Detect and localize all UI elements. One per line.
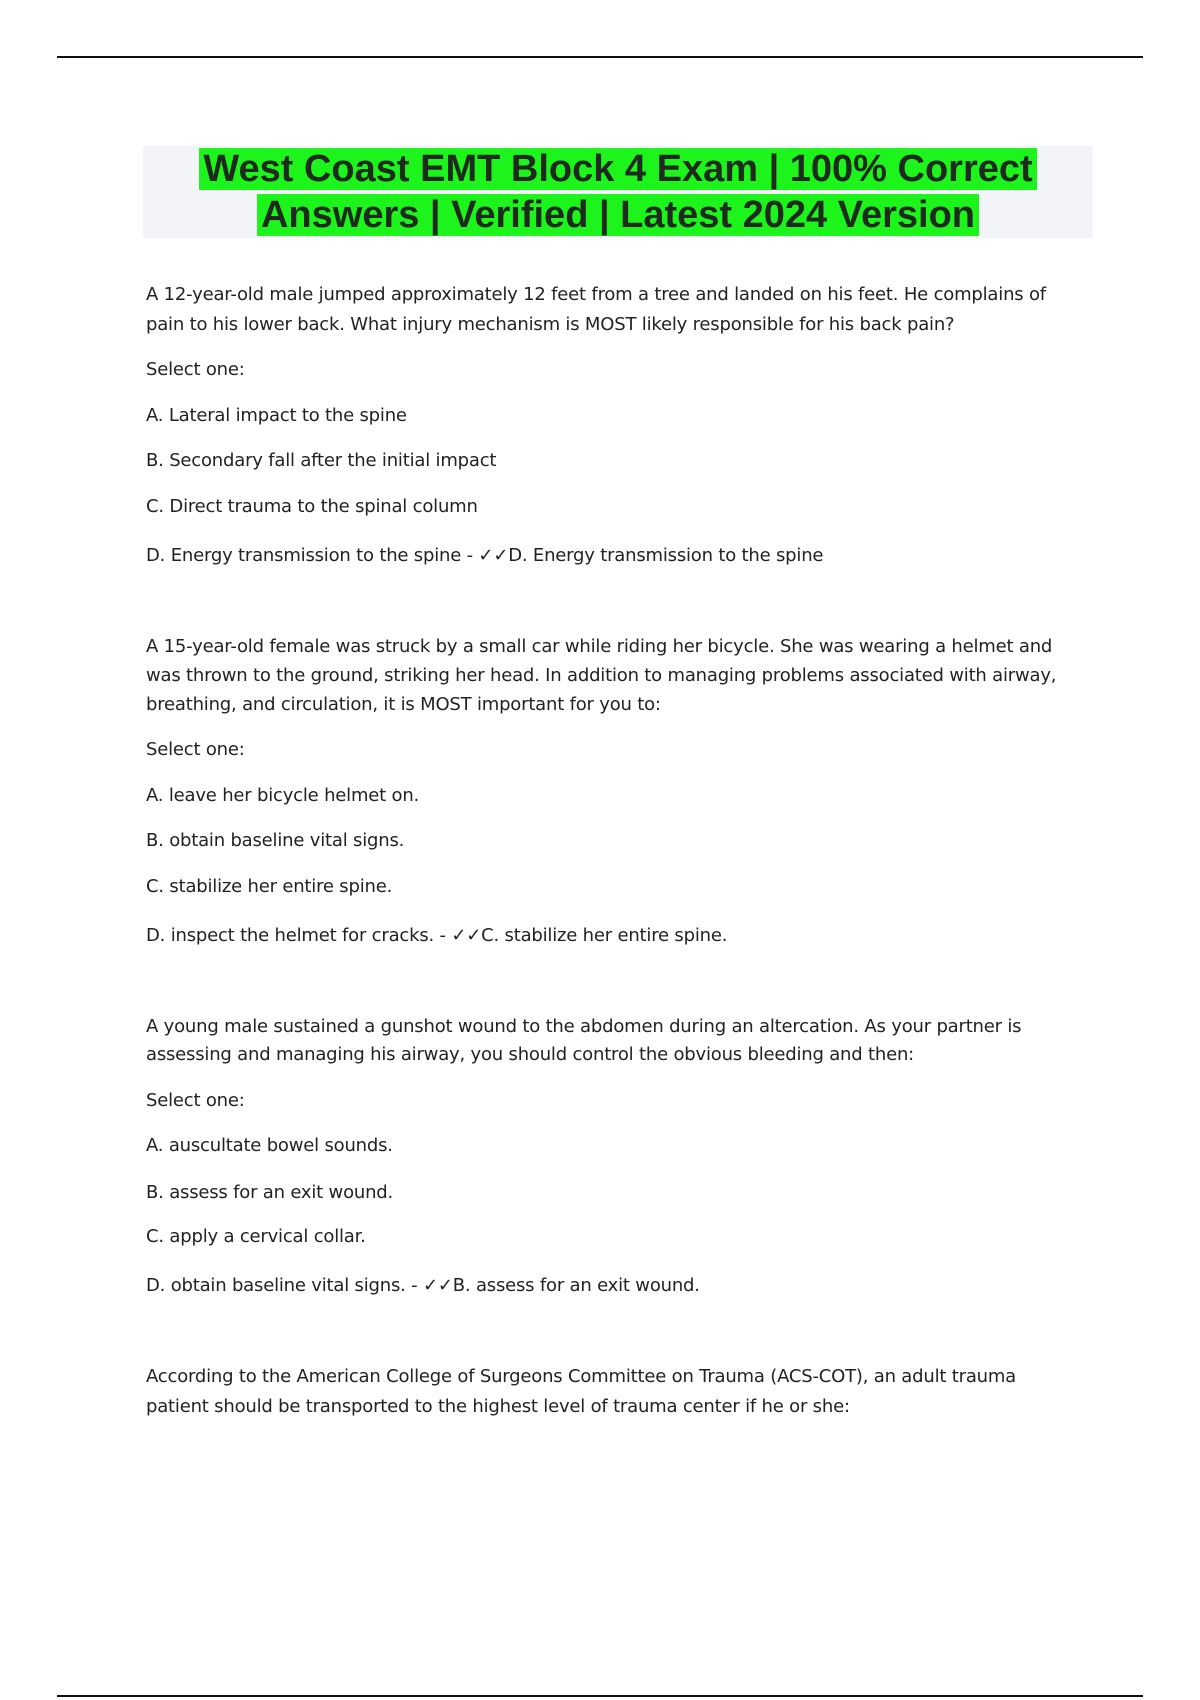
option-d-answer: D. inspect the helmet for cracks. - ✓✓C. stabilize her entire spine. [146,925,728,946]
option-a: A. Lateral impact to the spine [146,405,407,426]
question-stem-line: was thrown to the ground, striking her head. In addition to managing problems associated with airway, [146,665,1057,686]
option-b: B. assess for an exit wound. [146,1182,394,1203]
title-line-1: West Coast EMT Block 4 Exam | 100% Correct [199,148,1036,190]
question-stem-line: pain to his lower back. What injury mechanism is MOST likely responsible for his back pain? [146,314,955,335]
document-title [143,146,1093,238]
question-stem-line: A young male sustained a gunshot wound to the abdomen during an altercation. As your partner is [146,1016,1022,1037]
question-stem-line: According to the American College of Surgeons Committee on Trauma (ACS-COT), an adult trauma [146,1366,1017,1387]
option-a: A. leave her bicycle helmet on. [146,785,420,806]
option-a: A. auscultate bowel sounds. [146,1135,393,1156]
option-d-answer: D. Energy transmission to the spine - ✓✓D. Energy transmission to the spine [146,545,824,566]
option-c: C. Direct trauma to the spinal column [146,496,478,517]
question-stem-line: A 15-year-old female was struck by a small car while riding her bicycle. She was wearing a helmet and [146,636,1053,657]
option-b: B. obtain baseline vital signs. [146,830,405,851]
option-c: C. apply a cervical collar. [146,1226,366,1247]
footer-rule [57,1695,1143,1697]
select-one-label: Select one: [146,739,245,760]
option-b: B. Secondary fall after the initial impact [146,450,497,471]
question-stem-line: breathing, and circulation, it is MOST important for you to: [146,694,661,715]
option-d-answer: D. obtain baseline vital signs. - ✓✓B. assess for an exit wound. [146,1275,700,1296]
header-rule [57,56,1143,58]
question-stem-line: assessing and managing his airway, you should control the obvious bleeding and then: [146,1044,915,1065]
question-stem-line: patient should be transported to the highest level of trauma center if he or she: [146,1396,850,1417]
select-one-label: Select one: [146,1090,245,1111]
option-c: C. stabilize her entire spine. [146,876,393,897]
question-stem-line: A 12-year-old male jumped approximately 12 feet from a tree and landed on his feet. He complains of [146,284,1046,305]
title-line-2: Answers | Verified | Latest 2024 Version [257,194,979,236]
select-one-label: Select one: [146,359,245,380]
